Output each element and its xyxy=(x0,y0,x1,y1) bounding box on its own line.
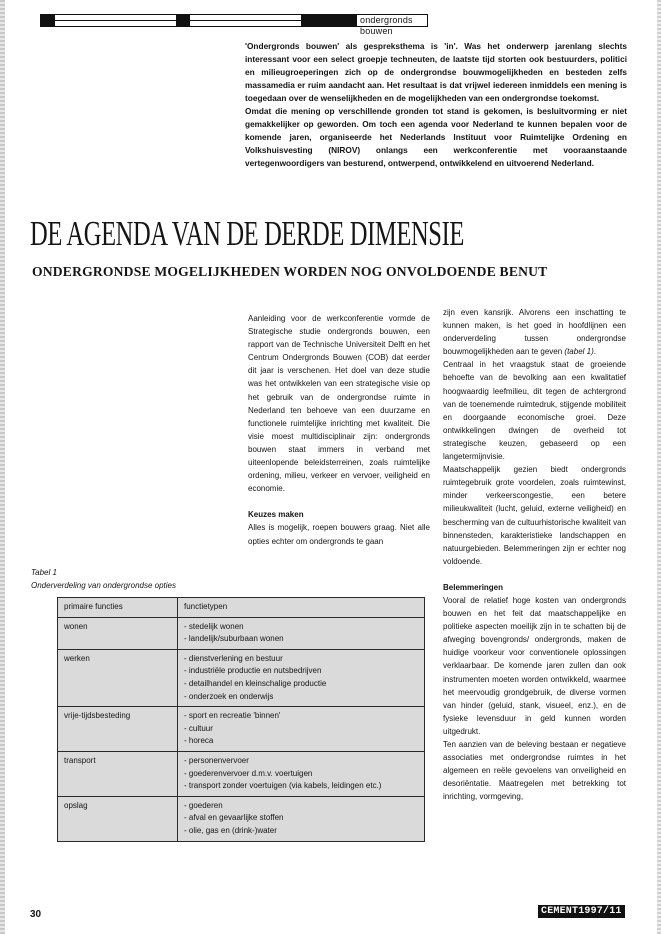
header-block xyxy=(176,15,190,26)
function-types-cell xyxy=(178,751,425,796)
primary-function-cell: vrije-tijdsbesteding xyxy=(58,707,178,752)
function-type-item: - olie, gas en (drink-)water xyxy=(184,825,277,835)
header-block xyxy=(301,15,357,26)
function-type-item: - onderzoek en onderwijs xyxy=(184,691,274,701)
function-type-item: - industriële productie en nutsbedrijven xyxy=(184,666,322,676)
function-type-item: - goederenvervoer d.m.v. voertuigen xyxy=(184,768,313,778)
page-number: 30 xyxy=(30,909,42,920)
body-paragraph: Alles is mogelijk, roepen bouwers graag. Niet alle opties echter om ondergronds te gaan xyxy=(248,523,430,546)
function-type-item: - stedelijk wonen xyxy=(184,621,244,631)
table-header-row xyxy=(58,598,425,618)
table-caption-block xyxy=(31,567,176,592)
body-column-1 xyxy=(248,312,430,548)
table-header-cell: functietypen xyxy=(178,598,425,618)
table-caption: Onderverdeling van ondergrondse opties xyxy=(31,580,176,590)
header-block xyxy=(41,15,55,26)
intro-paragraph: 'Ondergronds bouwen' als gespreksthema is 'in'. Was het onderwerp jarenlang slechts interessant voor een select groepje techneuten, de laatste tijd storten ook bestuurders, politici en milieugroeperingen zich op de ondergrondse bouwmogelijkheden en besteden zelfs massamedia er ruim aandacht aan. Het resultaat is dat vrijwel iedereen inmiddels een mening is toegedaan over de wenselijkheden en de mogelijkheden van een ondergrondse toekomst. xyxy=(245,41,627,103)
body-column-2 xyxy=(443,306,626,803)
body-text: . xyxy=(593,347,597,357)
header-rule xyxy=(190,20,301,21)
primary-function-cell: wonen xyxy=(58,617,178,649)
function-type-item: - horeca xyxy=(184,736,214,746)
primary-function-cell: werken xyxy=(58,649,178,706)
function-type-item: - dienstverlening en bestuur xyxy=(184,653,283,663)
body-paragraph: Vooral de relatief hoge kosten van ondergronds bouwen en het feit dat maatschappelijke en politieke aspecten moeilijk zijn in te schatten bij de afweging bovengronds/ ondergronds, maken de huidige voorkeur voor conventionele oplossingen verklaarbaar. De komende jaren zullen dan ook instrumenten moeten worden ontwikkeld, waarmee het meervoudig grondgebruik, de diverse vormen van hinder (geluid, stank, visueel, enz.), en de fysieke levensduur in geld kunnen worden uitgedrukt. xyxy=(443,595,626,736)
body-paragraph: Aanleiding voor de werkconferentie vormde de Strategische studie ondergronds bouwen, een rapport van de Technische Universiteit Delft en het Centrum Ondergronds Bouwen (COB) dat eerder dit jaar is verschenen. Het doel van deze studie was het ontwikkelen van een strategische visie op het gebruik van de ondergrondse ruimte in Nederland ten behoeve van een duurzame en functionele ruimtelijke inrichting met kwaliteit. Die visie moest multidisciplinair zijn: ondergronds bouwen staat immers in verband met uiteenlopende beleidsterreinen, zoals ruimtelijke ordening, milieu, verkeer en vervoer, veiligheid en economie. xyxy=(248,314,430,494)
primary-function-cell: opslag xyxy=(58,796,178,841)
table-header-cell: primaire functies xyxy=(58,598,178,618)
section-heading: Keuzes maken xyxy=(248,510,304,520)
headline: DE AGENDA VAN DE DERDE DIMENSIE xyxy=(30,214,465,253)
table-row xyxy=(58,751,425,796)
body-paragraph: Maatschappelijk gezien biedt ondergronds ruimtegebruik grote voordelen, zoals ruimtewinst, minder verkeerscongestie, een betere milieukwaliteit (lucht, geluid, externe veiligheid) en bescherming van de cultuurhistorische kwaliteit van binnensteden, karakteristieke landschappen en natuurgebieden. Belemmeringen zijn er echter nog voldoende. xyxy=(443,465,626,566)
intro-text xyxy=(245,40,627,170)
function-type-item: - cultuur xyxy=(184,723,213,733)
function-type-item: - detailhandel en kleinschalige productie xyxy=(184,678,327,688)
function-types-cell xyxy=(178,617,425,649)
table-row xyxy=(58,707,425,752)
function-type-item: - sport en recreatie 'binnen' xyxy=(184,711,281,721)
body-paragraph: Ten aanzien van de beleving bestaan er negatieve associaties met ondergrondse ruimtes in het algemeen en reële gevoelens van onveiligheid en desoriëntatie. Maatregelen met betrekking tot inrichting, vormgeving, xyxy=(443,740,626,802)
section-heading: Belemmeringen xyxy=(443,582,504,592)
function-types-cell xyxy=(178,796,425,841)
function-type-item: - goederen xyxy=(184,800,223,810)
scan-edge-left xyxy=(0,0,5,934)
function-types-cell xyxy=(178,707,425,752)
primary-function-cell: transport xyxy=(58,751,178,796)
function-type-item: - transport zonder voertuigen (via kabels, leidingen etc.) xyxy=(184,781,382,791)
function-type-item: - personenvervoer xyxy=(184,755,249,765)
table-row xyxy=(58,796,425,841)
table-row xyxy=(58,617,425,649)
table-row xyxy=(58,649,425,706)
body-paragraph: Centraal in het vraagstuk staat de groeiende behoefte van de bevolking aan een kwalitatief hoogwaardig leefmilieu, dit tegen de achtergrond van de toenemende ruimtedruk, stijgende mobiliteit en doorgaande economische groei. Deze ontwikkelingen dwingen de overheid tot strategische keuzen, gebaseerd op een langetermijnvisie. xyxy=(443,360,626,462)
function-type-item: - afval en gevaarlijke stoffen xyxy=(184,813,284,823)
function-type-item: - landelijk/suburbaan wonen xyxy=(184,634,284,644)
intro-paragraph: Omdat die mening op verschillende gronden tot stand is gekomen, is besluitvorming er niet gemakkelijker op geworden. Om toch een agenda voor Nederland te kunnen bepalen voor de komende jaren, organiseerde het Nederlands Instituut voor Ruimtelijke Ordening en Volkshuisvesting (NIROV) onlangs een werkconferentie met vooraanstaande vertegenwoordigers van besturend, ontwerpend, ontwikkelend en uitvoerend Nederland. xyxy=(245,106,627,168)
subheadline: ONDERGRONDSE MOGELIJKHEDEN WORDEN NOG ONVOLDOENDE BENUT xyxy=(32,264,548,279)
scan-edge-right xyxy=(657,0,661,934)
section-header-bar xyxy=(40,14,428,36)
options-table xyxy=(57,597,425,842)
header-rule xyxy=(55,20,176,21)
function-types-cell xyxy=(178,649,425,706)
magazine-issue-label: CEMENT1997/11 xyxy=(538,905,625,918)
body-text: zijn even kansrijk. Alvorens een inschatting te kunnen maken, is het goed in hoofdlijnen een onderverdeling tussen ondergrondse bouwmogelijkheden aan te geven xyxy=(443,308,626,357)
body-paragraph xyxy=(443,306,626,358)
table-label: Tabel 1 xyxy=(31,568,57,577)
section-label: ondergronds bouwen xyxy=(360,15,413,36)
table-reference: (tabel 1) xyxy=(564,347,594,357)
